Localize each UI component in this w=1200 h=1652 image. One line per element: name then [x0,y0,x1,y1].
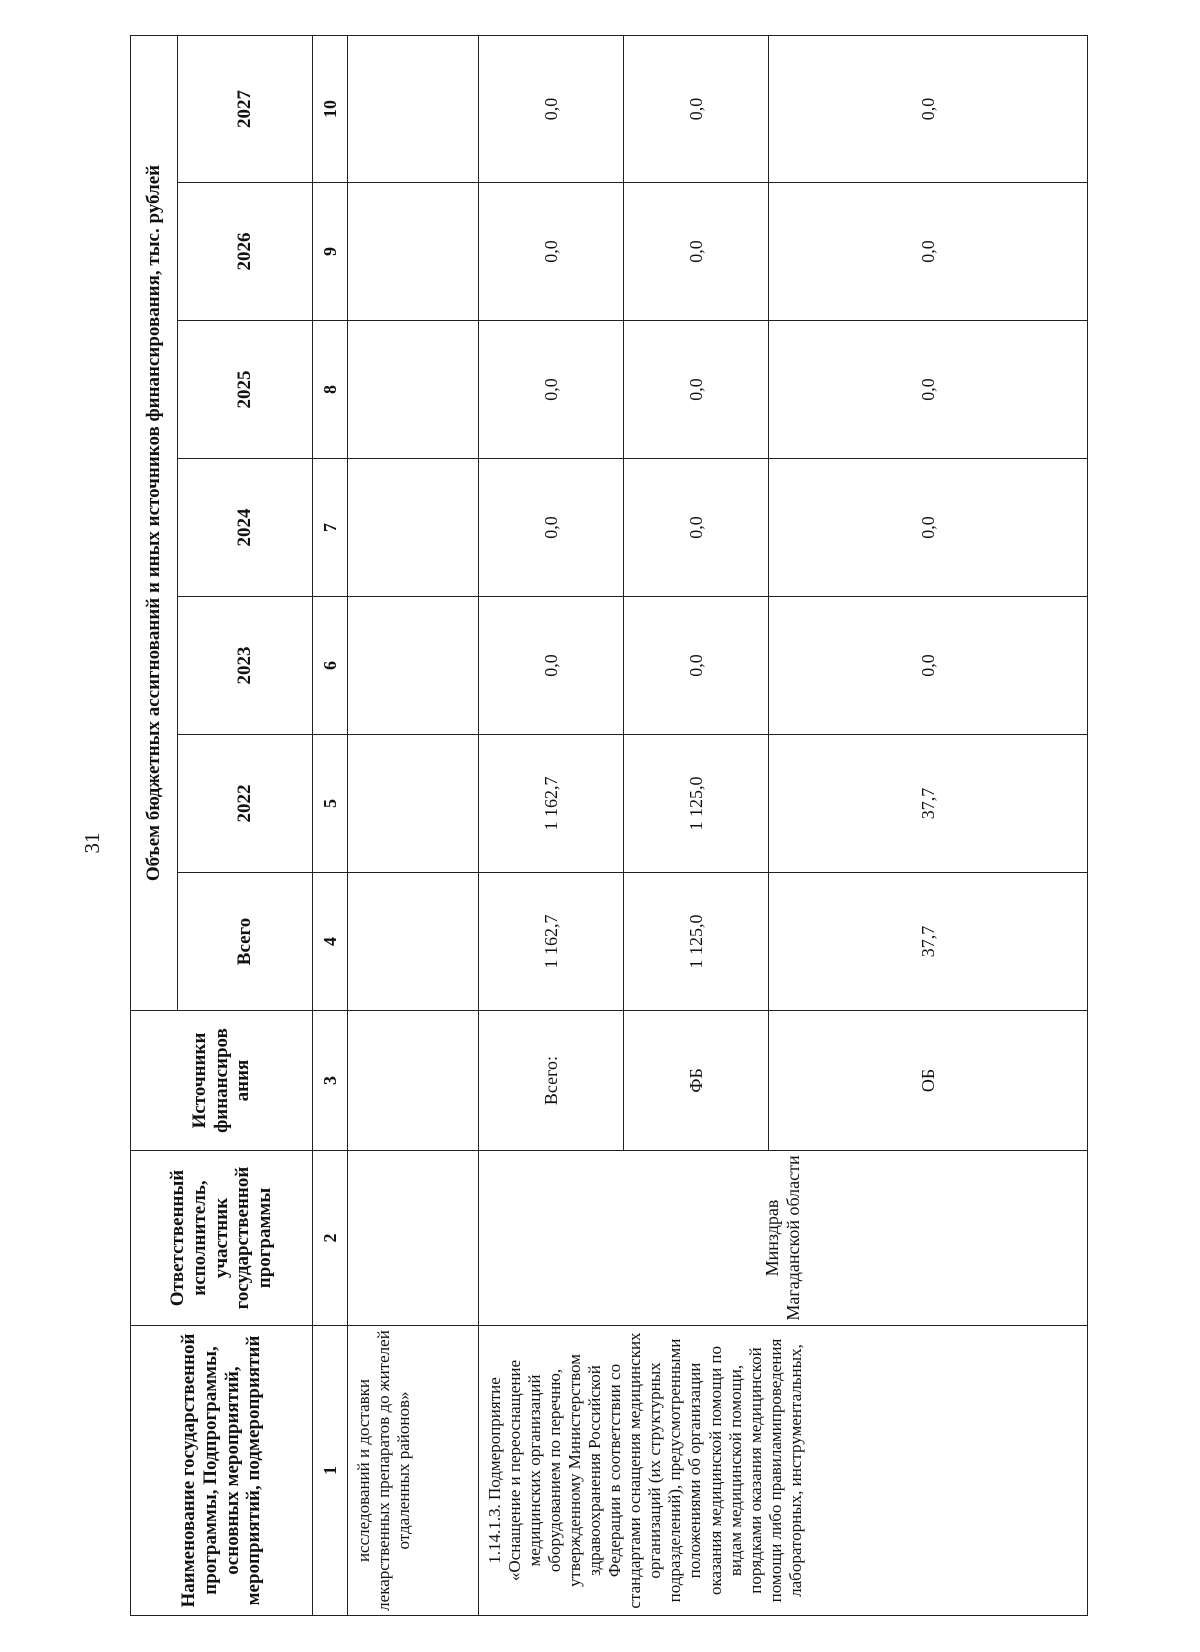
source-fb: ФБ [624,1011,769,1151]
value-cell: 37,7 [769,873,1088,1011]
value-cell: 1 162,7 [479,873,624,1011]
col-number: 4 [313,873,348,1011]
source-ob: ОБ [769,1011,1088,1151]
header-source-col: Источники финансиров ания [131,1011,313,1151]
header-name-col: Наименование государственной программы, Подпрограммы, основных мероприятий, мероприятий, подмероприятий [131,1326,313,1616]
value-cell: 0,0 [479,459,624,597]
empty-cell [348,735,479,873]
col-number: 7 [313,459,348,597]
header-volume-caption: Объем бюджетных ассигнований и иных источников финансирования, тыс. рублей [131,35,178,1010]
col-number: 10 [313,35,348,182]
empty-cell [348,35,479,182]
header-year-2027: 2027 [178,35,313,182]
value-cell: 0,0 [479,321,624,459]
subitem-name: 1.14.1.3. Подмероприятие «Оснащение и переоснащение медицинских организаций оборудованием по перечню, утвержденному Министерством здравоохранения Российской Федерации в соответствии со стандартами оснащения медицинских организаций (их структурных подразделений), предусмотренными положениями об организации оказания медицинской помощи по видам медицинской помощи, порядками оказания медицинской помощи либо правиламипроведения лабораторных, инструментальных, [479,1326,1088,1616]
header-executor-col: Ответственный исполнитель, участник государственной программы [131,1151,313,1326]
value-cell: 0,0 [769,597,1088,735]
header-year-2024: 2024 [178,459,313,597]
value-cell: 0,0 [624,459,769,597]
source-total: Всего: [479,1011,624,1151]
value-cell: 0,0 [624,35,769,182]
col-number: 9 [313,183,348,321]
value-cell: 37,7 [769,735,1088,873]
header-year-2026: 2026 [178,183,313,321]
value-cell: 0,0 [769,183,1088,321]
empty-cell [348,1011,479,1151]
empty-cell [348,1151,479,1326]
value-cell: 0,0 [624,321,769,459]
subitem-executor: Минздрав Магаданской области [479,1151,1088,1326]
value-cell: 0,0 [769,35,1088,182]
page-number: 31 [80,832,104,854]
col-number: 2 [313,1151,348,1326]
value-cell: 0,0 [624,597,769,735]
value-cell: 0,0 [624,183,769,321]
empty-cell [348,597,479,735]
header-year-2025: 2025 [178,321,313,459]
rotated-table-container [130,36,1130,1616]
financing-table [130,35,1088,1616]
col-number: 8 [313,321,348,459]
empty-cell [348,321,479,459]
empty-cell [348,183,479,321]
header-year-2023: 2023 [178,597,313,735]
empty-cell [348,459,479,597]
col-number: 6 [313,597,348,735]
col-number: 3 [313,1011,348,1151]
header-year-2022: 2022 [178,735,313,873]
value-cell: 0,0 [769,321,1088,459]
col-number: 1 [313,1326,348,1616]
value-cell: 0,0 [769,459,1088,597]
header-year-total: Всего [178,873,313,1011]
empty-cell [348,873,479,1011]
continuation-text: исследований и доставки лекарственных препаратов до жителей отдаленных районов» [348,1326,479,1616]
value-cell: 1 125,0 [624,873,769,1011]
col-number: 5 [313,735,348,873]
value-cell: 0,0 [479,183,624,321]
value-cell: 1 125,0 [624,735,769,873]
value-cell: 1 162,7 [479,735,624,873]
value-cell: 0,0 [479,597,624,735]
value-cell: 0,0 [479,35,624,182]
